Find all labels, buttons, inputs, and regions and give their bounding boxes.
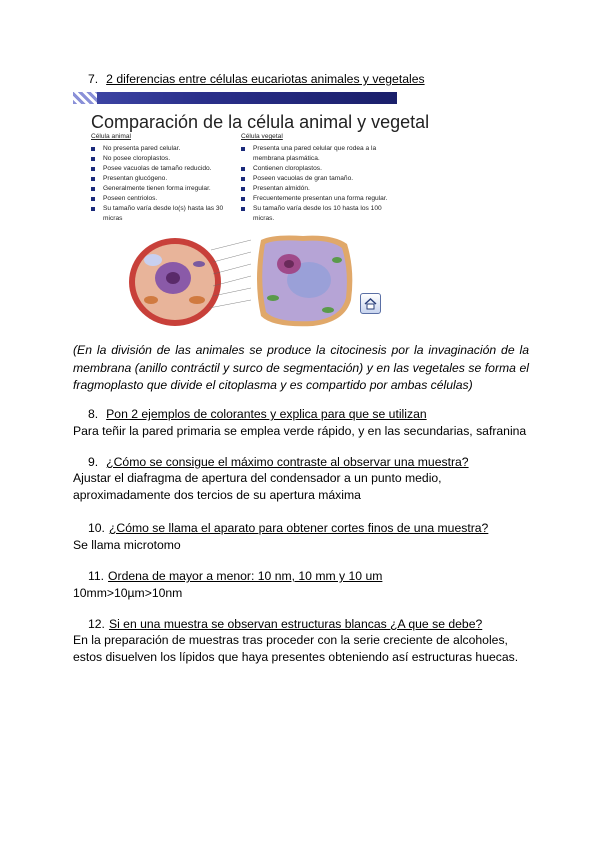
list-item: Su tamaño varía desde lo(s) hasta las 30 micras [91, 204, 241, 224]
list-item: Contienen cloroplastos. [241, 164, 389, 174]
title-band-pattern [73, 92, 97, 104]
plant-heading: Célula vegetal [241, 133, 283, 140]
list-item: Posee vacuolas de tamaño reducido. [91, 164, 241, 174]
question-7 [88, 72, 425, 86]
note-paragraph: (En la división de las animales se produce la citocinesis por la invaginación de la membrana (anillo contráctil y surco de segmentación) y en las vegetales se forma el fragmoplasto que divide el citoplasma y es compartido por ambas células) [73, 343, 529, 392]
list-item: No posee cloroplastos. [91, 154, 241, 164]
question-number: 7. [88, 72, 99, 86]
question-12 [88, 617, 482, 631]
question-text: Si en una muestra se observan estructuras blancas ¿A que se debe? [108, 617, 483, 631]
animal-list [91, 144, 241, 224]
animal-column [91, 132, 241, 224]
answer-12: En la preparación de muestras tras proceder con la serie creciente de alcoholes, estos disuelven los lípidos que haya presentes obteniendo así estructuras huecas. [73, 633, 519, 664]
question-8 [88, 407, 427, 421]
plant-cell-drawing [257, 236, 352, 327]
question-text: Pon 2 ejemplos de colorantes y explica para que se utilizan [106, 407, 427, 421]
question-11 [88, 569, 382, 583]
question-9 [88, 455, 469, 469]
question-text: ¿Cómo se llama el aparato para obtener cortes finos de una muestra? [108, 521, 489, 535]
list-item: Poseen centriolos. [91, 194, 241, 204]
animal-heading: Célula animal [91, 133, 131, 140]
list-item: Poseen vacuolas de gran tamaño. [241, 174, 389, 184]
list-item: Presenta una pared celular que rodea a la membrana plasmática. [241, 144, 389, 164]
question-text: ¿Cómo se consigue el máximo contraste al observar una muestra? [106, 455, 469, 469]
plant-list [241, 144, 389, 224]
animal-cell-drawing [129, 238, 221, 326]
home-button[interactable] [360, 293, 381, 314]
question-number: 9. [88, 455, 99, 469]
question-text: Ordena de mayor a menor: 10 nm, 10 mm y 10 um [108, 569, 383, 583]
plant-column [241, 132, 389, 224]
answer-8: Para teñir la pared primaria se emplea verde rápido, y en las secundarias, safranina [73, 424, 527, 438]
list-item: Su tamaño varía desde los 10 hasta los 100 micras. [241, 204, 389, 224]
cell-comparison-figure [73, 90, 430, 330]
list-item: No presenta pared celular. [91, 144, 241, 154]
home-icon [364, 298, 377, 310]
list-item: Presentan glucógeno. [91, 174, 241, 184]
answer-9: Ajustar el diafragma de apertura del condensador a un punto medio, aproximadamente dos tercios de su apertura máxima [73, 471, 442, 502]
question-number: 10. [88, 521, 105, 535]
list-item: Presentan almidón. [241, 184, 389, 194]
list-item: Generalmente tienen forma irregular. [91, 184, 241, 194]
question-number: 11. [88, 569, 105, 583]
figure-title: Comparación de la célula animal y vegetal [91, 112, 430, 132]
question-10 [88, 521, 488, 535]
list-item: Frecuentemente presentan una forma regular. [241, 194, 389, 204]
answer-10: Se llama microtomo [73, 538, 181, 552]
question-number: 12. [88, 617, 105, 631]
cell-illustration [123, 230, 363, 330]
question-text: 2 diferencias entre células eucariotas animales y vegetales [106, 72, 425, 86]
question-number: 8. [88, 407, 99, 421]
answer-11: 10mm>10µm>10nm [73, 586, 183, 600]
title-band [73, 92, 397, 104]
